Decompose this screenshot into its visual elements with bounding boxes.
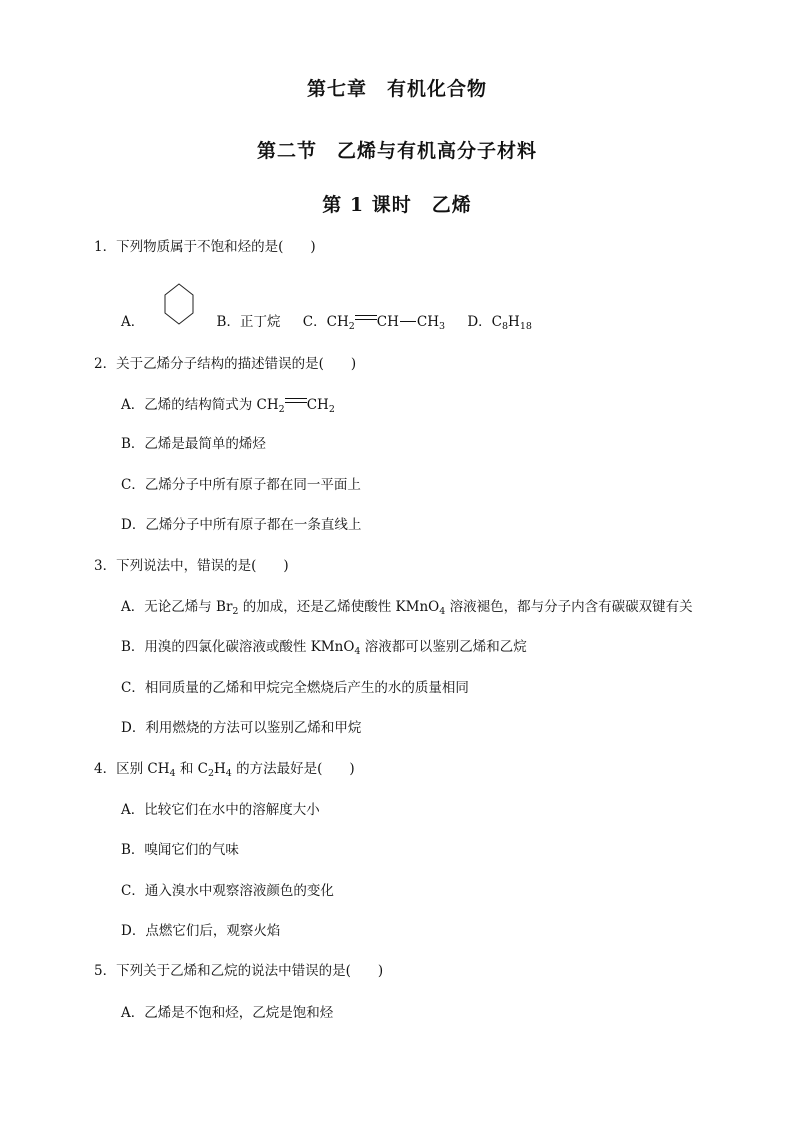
q2-option-d: D．乙烯分子中所有原子都在一条直线上 <box>121 517 362 533</box>
chapter-title: 第七章 有机化合物 <box>306 78 487 100</box>
double-bond-icon <box>285 396 307 406</box>
q3-option-d: D．利用燃烧的方法可以鉴别乙烯和甲烷 <box>121 720 362 736</box>
lesson-title <box>0 190 794 217</box>
q2-option-c: C．乙烯分子中所有原子都在同一平面上 <box>121 477 361 493</box>
q3-option-a: A．无论乙烯与 $Br_2$ 的加成，还是乙烯使酸性 KMnO$_4$ 溶液褪色，都与分子内含有碳碳双键有关 <box>121 599 693 617</box>
question-5-stem: 5．下列关于乙烯和乙烷的说法中错误的是( ) <box>94 963 384 979</box>
question-3-stem: 3．下列说法中，错误的是( ) <box>94 558 289 574</box>
q1-option-c: C．$CH_2$ CH $CH_3$ <box>302 314 446 332</box>
q1-option-b: B．正丁烷 <box>216 314 281 330</box>
double-bond-icon <box>355 313 377 323</box>
question-1-options <box>121 313 532 331</box>
q1-option-d: D．$C_8H_{18}$ <box>467 314 532 332</box>
q4-option-d: D．点燃它们后，观察火焰 <box>121 923 281 939</box>
q2-option-b: B．乙烯是最简单的烯烃 <box>121 436 266 452</box>
q1-option-a-label: A． <box>121 314 145 330</box>
q4-option-c: C．通入溴水中观察溶液颜色的变化 <box>121 883 334 899</box>
q3-option-b: B．用溴的四氯化碳溶液或酸性 KMnO$_4$ 溶液都可以鉴别乙烯和乙烷 <box>121 639 527 657</box>
single-bond-icon <box>400 321 416 322</box>
q4-option-a: A．比较它们在水中的溶解度大小 <box>121 802 320 818</box>
q2-option-a: A．乙烯的结构简式为 $CH_2$ $CH_2$ <box>121 397 335 415</box>
q3-option-c: C．相同质量的乙烯和甲烷完全燃烧后产生的水的质量相同 <box>121 680 469 696</box>
q4-option-b: B．嗅闻它们的气味 <box>121 842 239 858</box>
question-4-stem: 4．区别 $CH_4$ 和 $C_2H_4$ 的方法最好是( ) <box>94 761 355 779</box>
question-2-stem: 2．关于乙烯分子结构的描述错误的是( ) <box>94 356 357 372</box>
lesson-suffix: 课时 乙烯 <box>371 194 472 216</box>
question-1-stem: 1．下列物质属于不饱和烃的是( ) <box>94 239 316 255</box>
lesson-number: 1 <box>349 194 365 216</box>
lesson-prefix: 第 <box>322 194 343 216</box>
q5-option-a: A．乙烯是不饱和烃，乙烷是饱和烃 <box>121 1005 334 1021</box>
section-title: 第二节 乙烯与有机高分子材料 <box>256 140 537 162</box>
